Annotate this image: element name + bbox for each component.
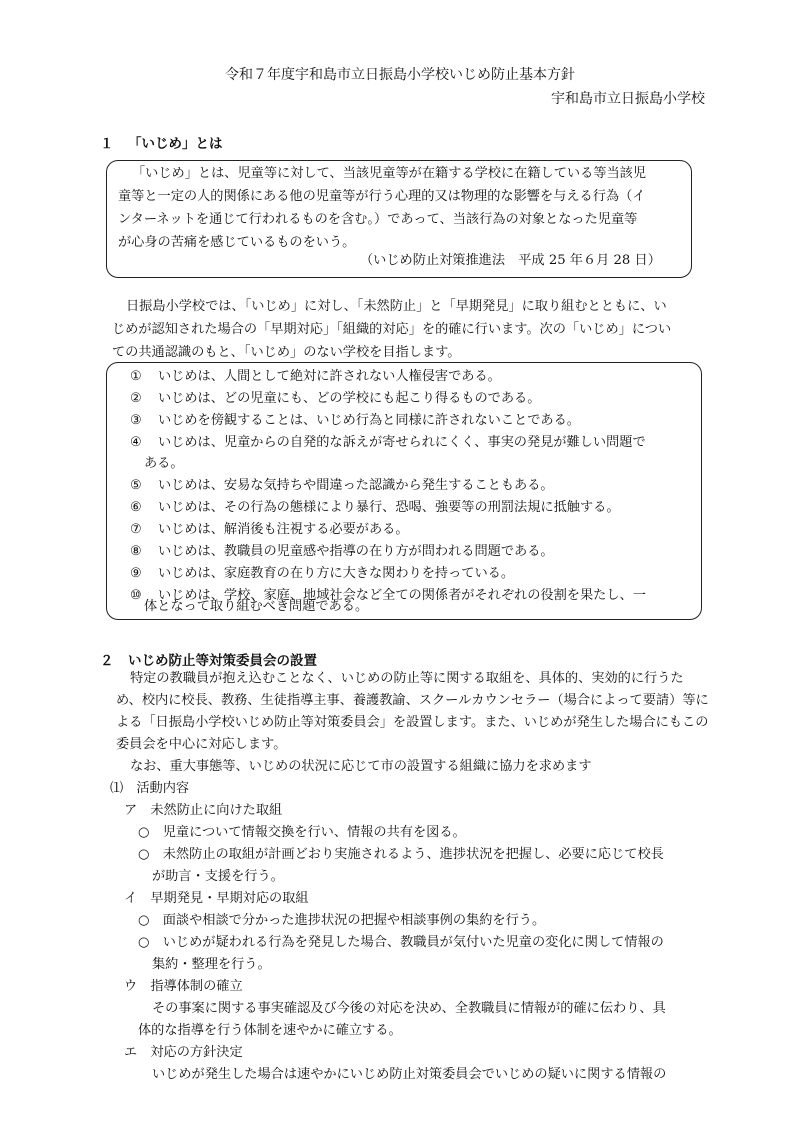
- subsection-i-bullet: ○ いじめが疑われる行為を発見した場合、教職員が気付いた児童の変化に関して情報の: [138, 935, 664, 950]
- principle-number: ⑧: [130, 544, 142, 559]
- section2-para-line: よる「日振島小学校いじめ防止等対策委員会」を設置します。また、いじめが発生した場合にもこの: [116, 715, 709, 730]
- intro-line: じめが認知された場合の「早期対応」「組織的対応」を的確に行います。次の「いじめ」につい: [112, 322, 672, 337]
- principle-item: [130, 563, 514, 585]
- subsection-u-line: その事案に関する事実確認及び今後の対応を決め、全教職員に情報が的確に伝わり、具: [152, 1001, 666, 1016]
- definition-line: ンターネットを通じて行われるものを含む。）であって、当該行為の対象となった児童等: [118, 212, 638, 227]
- principle-continuation: 体となって取り組むべき問題である。: [144, 599, 369, 614]
- principle-number: ④: [130, 435, 142, 450]
- activities-label: ⑴ 活動内容: [110, 781, 190, 796]
- intro-line: 日振島小学校では、「いじめ」に対し、「未然防止」と「早期発見」に取り組むとともに、い: [126, 299, 667, 314]
- principle-number: ②: [130, 391, 142, 406]
- principle-text: いじめは、家庭教育の在り方に大きな関わりを持っている。: [158, 566, 515, 581]
- principle-text: いじめは、児童からの自発的な訴えが寄せられにくく、事実の発見が難しい問題で: [158, 435, 646, 450]
- principle-item: [130, 497, 620, 519]
- principle-item: [130, 366, 501, 388]
- principle-text: いじめは、教職員の児童感や指導の在り方が問われる問題である。: [158, 544, 554, 559]
- definition-line: 童等と一定の人的関係にある他の児童等が行う心理的又は物理的な影響を与える行為（イ: [118, 189, 646, 204]
- principle-number: ⑨: [130, 566, 142, 581]
- document-title: 令和７年度宇和島市立日振島小学校いじめ防止基本方針: [225, 67, 575, 83]
- principle-continuation: ある。: [144, 456, 184, 471]
- principle-item: [130, 410, 580, 432]
- principle-number: ⑩: [130, 588, 142, 603]
- intro-line: ての共通認識のもと、「いじめ」のない学校を目指します。: [112, 345, 461, 360]
- subsection-i-bullet: ○ 面談や相談で分かった進捗状況の把握や相談事例の集約を行う。: [138, 913, 546, 928]
- section1-number: １: [100, 136, 114, 152]
- principle-text: いじめは、どの児童にも、どの学校にも起こり得るものである。: [158, 391, 541, 406]
- principle-number: ⑥: [130, 500, 142, 515]
- definition-line: 「いじめ」とは、児童等に対して、当該児童等が在籍する学校に在籍している等当該児: [132, 166, 647, 181]
- subsection-e-line: いじめが発生した場合は速やかにいじめ防止対策委員会でいじめの疑いに関する情報の: [152, 1067, 667, 1082]
- principle-number: ①: [130, 369, 142, 384]
- subsection-u-label: ウ 指導体制の確立: [124, 979, 243, 994]
- section2-title: いじめ防止等対策委員会の設置: [128, 653, 317, 669]
- principle-text: いじめは、安易な気持ちや間違った認識から発生することもある。: [158, 478, 554, 493]
- principle-text: いじめは、学校、家庭、地域社会など全ての関係者がそれぞれの役割を果たし、一: [158, 588, 646, 603]
- section1-heading: [100, 133, 223, 155]
- section1-title: 「いじめ」とは: [128, 136, 223, 152]
- principle-text: いじめは、人間として絶対に許されない人権侵害である。: [158, 369, 501, 384]
- subsection-a-bullet: ○ 児童について情報交換を行い、情報の共有を図る。: [138, 825, 466, 840]
- principle-item: [130, 388, 540, 410]
- section2-para-line: 委員会を中心に対応します。: [116, 737, 287, 752]
- subsection-i-label: イ 早期発見・早期対応の取組: [124, 891, 309, 906]
- principle-number: ⑦: [130, 522, 142, 537]
- subsection-a-bullet-continuation: が助言・支援を行う。: [152, 869, 284, 884]
- principle-text: いじめを傍観することは、いじめ行為と同様に許されないことである。: [158, 413, 580, 428]
- definition-citation: （いじめ防止対策推進法 平成 25 年６月 28 日）: [360, 253, 661, 268]
- subsection-u-line: 体的な指導を行う体制を速やかに確立する。: [138, 1023, 402, 1038]
- section2-para-line: 特定の教職員が抱え込むことなく、いじめの防止等に関する取組を、具体的、実効的に行うた: [130, 671, 684, 686]
- principle-number: ③: [130, 413, 142, 428]
- principle-item: [130, 432, 646, 454]
- school-name: 宇和島市立日振島小学校: [551, 91, 705, 107]
- principle-text: いじめは、解消後も注視する必要がある。: [158, 522, 409, 537]
- section2-para-line: め、校内に校長、教務、生徒指導主事、養護教諭、スクールカウンセラー（場合によって要請）等に: [116, 693, 709, 708]
- principle-text: いじめは、その行為の態様により暴行、恐喝、強要等の刑罰法規に抵触する。: [158, 500, 620, 515]
- principle-number: ⑤: [130, 478, 142, 493]
- principle-item: [130, 475, 554, 497]
- principle-item: [130, 519, 409, 541]
- subsection-a-label: ア 未然防止に向けた取組: [124, 803, 283, 818]
- section2-number: ２: [100, 653, 114, 669]
- subsection-i-bullet-continuation: 集約・整理を行う。: [152, 957, 271, 972]
- principle-item: [130, 541, 554, 563]
- subsection-e-label: エ 対応の方針決定: [124, 1045, 243, 1060]
- definition-line: が心身の苦痛を感じているものをいう。: [118, 235, 356, 250]
- section2-note: なお、重大事態等、いじめの状況に応じて市の設置する組織に協力を求めます: [130, 759, 592, 774]
- subsection-a-bullet: ○ 未然防止の取組が計画どおり実施されるよう、進捗状況を把握し、必要に応じて校長: [138, 847, 664, 862]
